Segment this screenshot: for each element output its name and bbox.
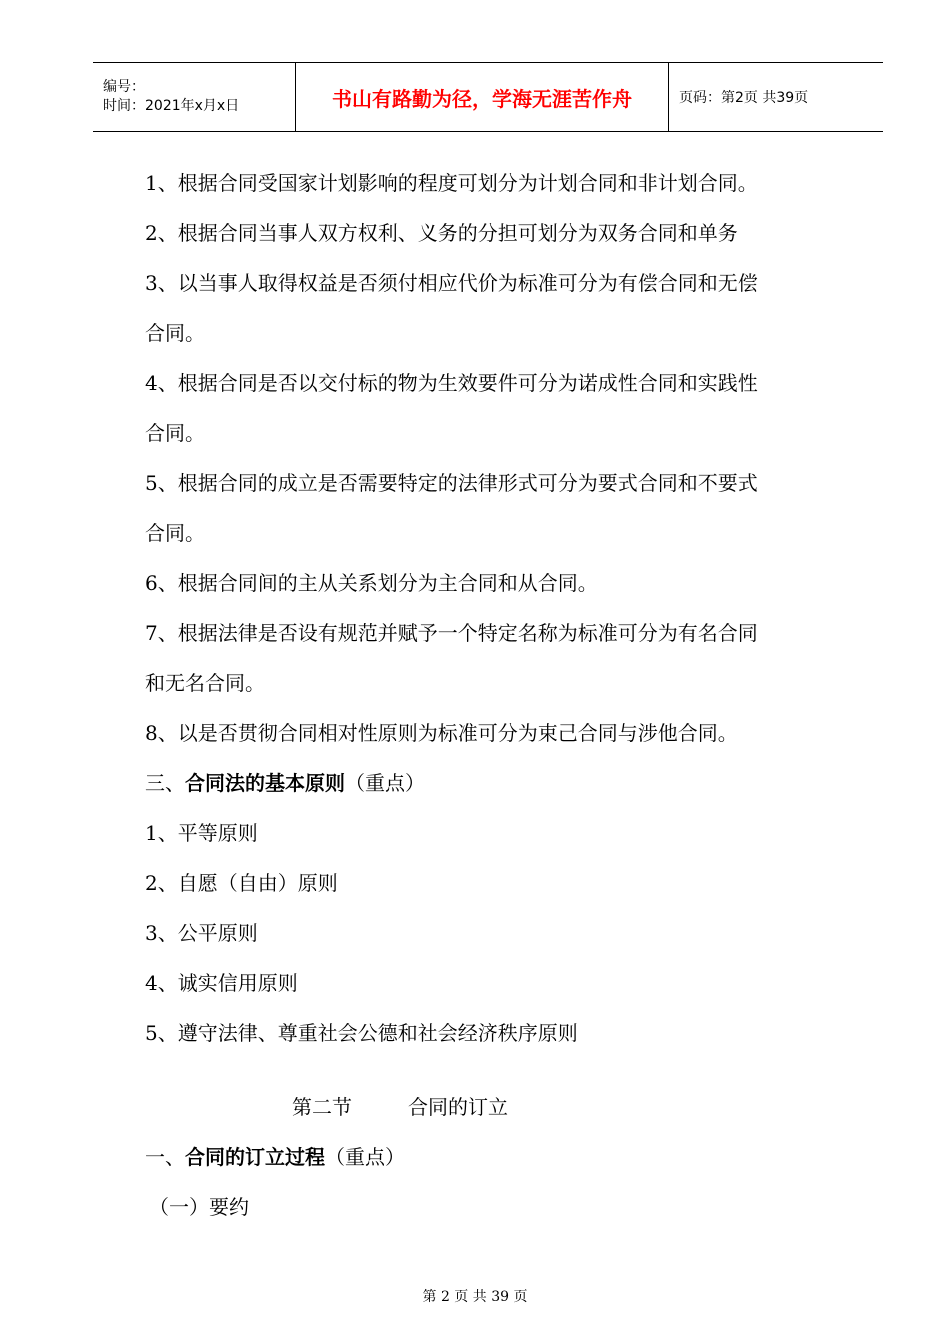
paragraph-line: 7、根据法律是否设有规范并赋予一个特定名称为标准可分为有名合同 [145,621,758,645]
header-left-cell [93,63,295,131]
heading-prefix: 三、 [145,771,185,795]
page-footer [0,1286,950,1306]
paragraph-line: 合同。 [145,421,205,445]
principle-item: 5、遵守法律、尊重社会公德和社会经济秩序原则 [145,1021,578,1045]
subheading [145,1132,845,1182]
principle-item: 3、公平原则 [145,921,258,945]
paragraph-line: 和无名合同。 [145,671,265,695]
paragraph-line: 8、以是否贯彻合同相对性原则为标准可分为束己合同与涉他合同。 [145,721,738,745]
section-name: 合同的订立 [408,1095,508,1119]
spacer [145,1058,845,1082]
principle-item: 4、诚实信用原则 [145,971,298,995]
sub-item: （一）要约 [149,1195,249,1219]
paragraph-line: 5、根据合同的成立是否需要特定的法律形式可分为要式合同和不要式 [145,471,758,495]
motto-text: 书山有路勤为径，学海无涯苦作舟 [332,86,632,111]
footer-page-number: 第 2 页 共 39 页 [422,1289,528,1305]
subheading-bold-text: 合同的订立过程 [185,1145,325,1169]
heading-suffix: （重点） [345,771,425,795]
document-time-label: 时间：2021年x月x日 [103,98,240,114]
subheading-suffix: （重点） [325,1145,405,1169]
page-info-text: 页码：第2页 共39页 [679,90,809,106]
document-number-label: 编号： [103,79,145,95]
principle-item: 2、自愿（自由）原则 [145,871,338,895]
header-page-info [669,63,883,131]
section-title [0,1082,800,1132]
principle-item: 1、平等原则 [145,821,258,845]
principles-heading [145,758,845,808]
paragraph-line: 3、以当事人取得权益是否须付相应代价为标准可分为有偿合同和无偿 [145,271,758,295]
section-number: 第二节 [292,1095,352,1119]
paragraph-line: 2、根据合同当事人双方权利、义务的分担可划分为双务合同和单务 [145,221,738,245]
heading-bold-text: 合同法的基本原则 [185,771,345,795]
paragraph-line: 合同。 [145,321,205,345]
paragraph-line: 1、根据合同受国家计划影响的程度可划分为计划合同和非计划合同。 [145,171,758,195]
subheading-prefix: 一、 [145,1145,185,1169]
paragraph-line: 6、根据合同间的主从关系划分为主合同和从合同。 [145,571,598,595]
paragraph-line: 合同。 [145,521,205,545]
page-header [93,62,883,132]
paragraph-line: 4、根据合同是否以交付标的物为生效要件可分为诺成性合同和实践性 [145,371,758,395]
header-motto [295,63,669,131]
document-body [145,158,845,1232]
